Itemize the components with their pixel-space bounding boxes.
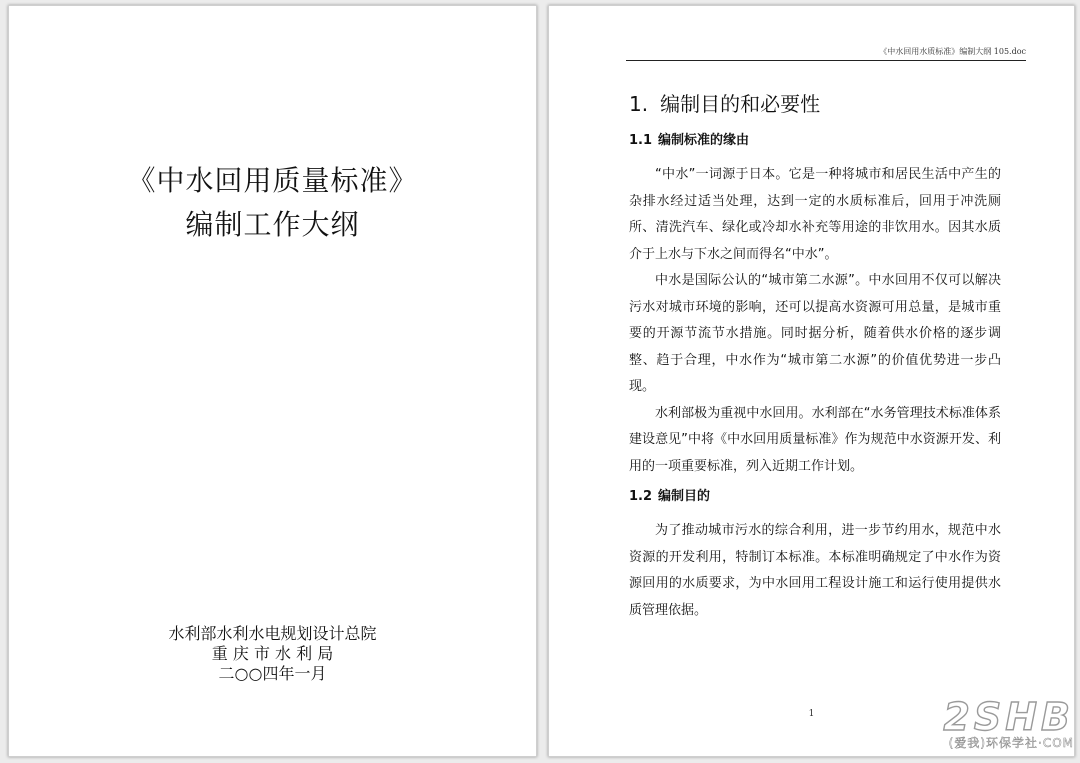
section-1-1-number: 1.1 [629,133,653,148]
cover-page [8,5,537,757]
section-1-2-title: 编制目的 [658,489,711,504]
page-number: 1 [808,709,815,719]
cover-title-line-2: 编制工作大纲 [185,208,360,241]
site-watermark [906,695,1074,757]
paragraph: 中水是国际公认的“城市第二水源”。中水回用不仅可以解决污水对城市环境的影响，还可以提高水资源可用总量，是城市重要的开源节流节水措施。同时据分析，随着供水价格的逐步调整、趋于合理，中水作为“城市第二水源”的价值优势进一步凸现。 [629,273,1001,394]
section-1-heading [629,90,1001,118]
page-content [629,90,1001,624]
paragraph: “中水”一词源于日本。它是一种将城市和居民生活中产生的杂排水经过适当处理，达到一定的水质标准后，回用于冲洗厕所、清洗汽车、绿化或冷却水补充等用途的非饮用水。因其水质介于上水与下水之间而得名“中水”。 [629,167,1001,262]
watermark-logo: 2SHB [943,695,1074,739]
section-1-2-heading [629,488,1001,506]
watermark-subtext: (爱我)环保学社·COM [948,736,1074,750]
cover-organization-block [9,624,536,684]
cover-org-line-1: 水利部水利水电规划设计总院 [168,624,377,643]
section-1-number: 1. [629,92,649,116]
cover-title-line-1: 《中水回用质量标准》 [127,164,418,197]
section-1-1-heading [629,132,1001,150]
cover-title [9,159,536,247]
section-1-title: 编制目的和必要性 [660,92,821,116]
cover-date: 二○○四年一月 [218,664,327,683]
section-1-1-title: 编制标准的缘由 [658,133,750,148]
paragraph: 为了推动城市污水的综合利用，进一步节约用水，规范中水资源的开发利用，特制订本标准。本标准明确规定了中水作为资源回用的水质要求，为中水回用工程设计施工和运行使用提供水质管理依据。 [629,523,1001,618]
running-header: 《中水回用水质标准》编制大纲 105.doc [626,46,1026,61]
cover-org-line-2: 重 庆 市 水 利 局 [211,644,334,663]
section-1-2-number: 1.2 [629,489,653,504]
paragraph: 水利部极为重视中水回用。水利部在“水务管理技术标准体系建设意见”中将《中水回用质量标准》作为规范中水资源开发、利用的一项重要标准，列入近期工作计划。 [629,405,1001,474]
body-page [548,5,1075,757]
